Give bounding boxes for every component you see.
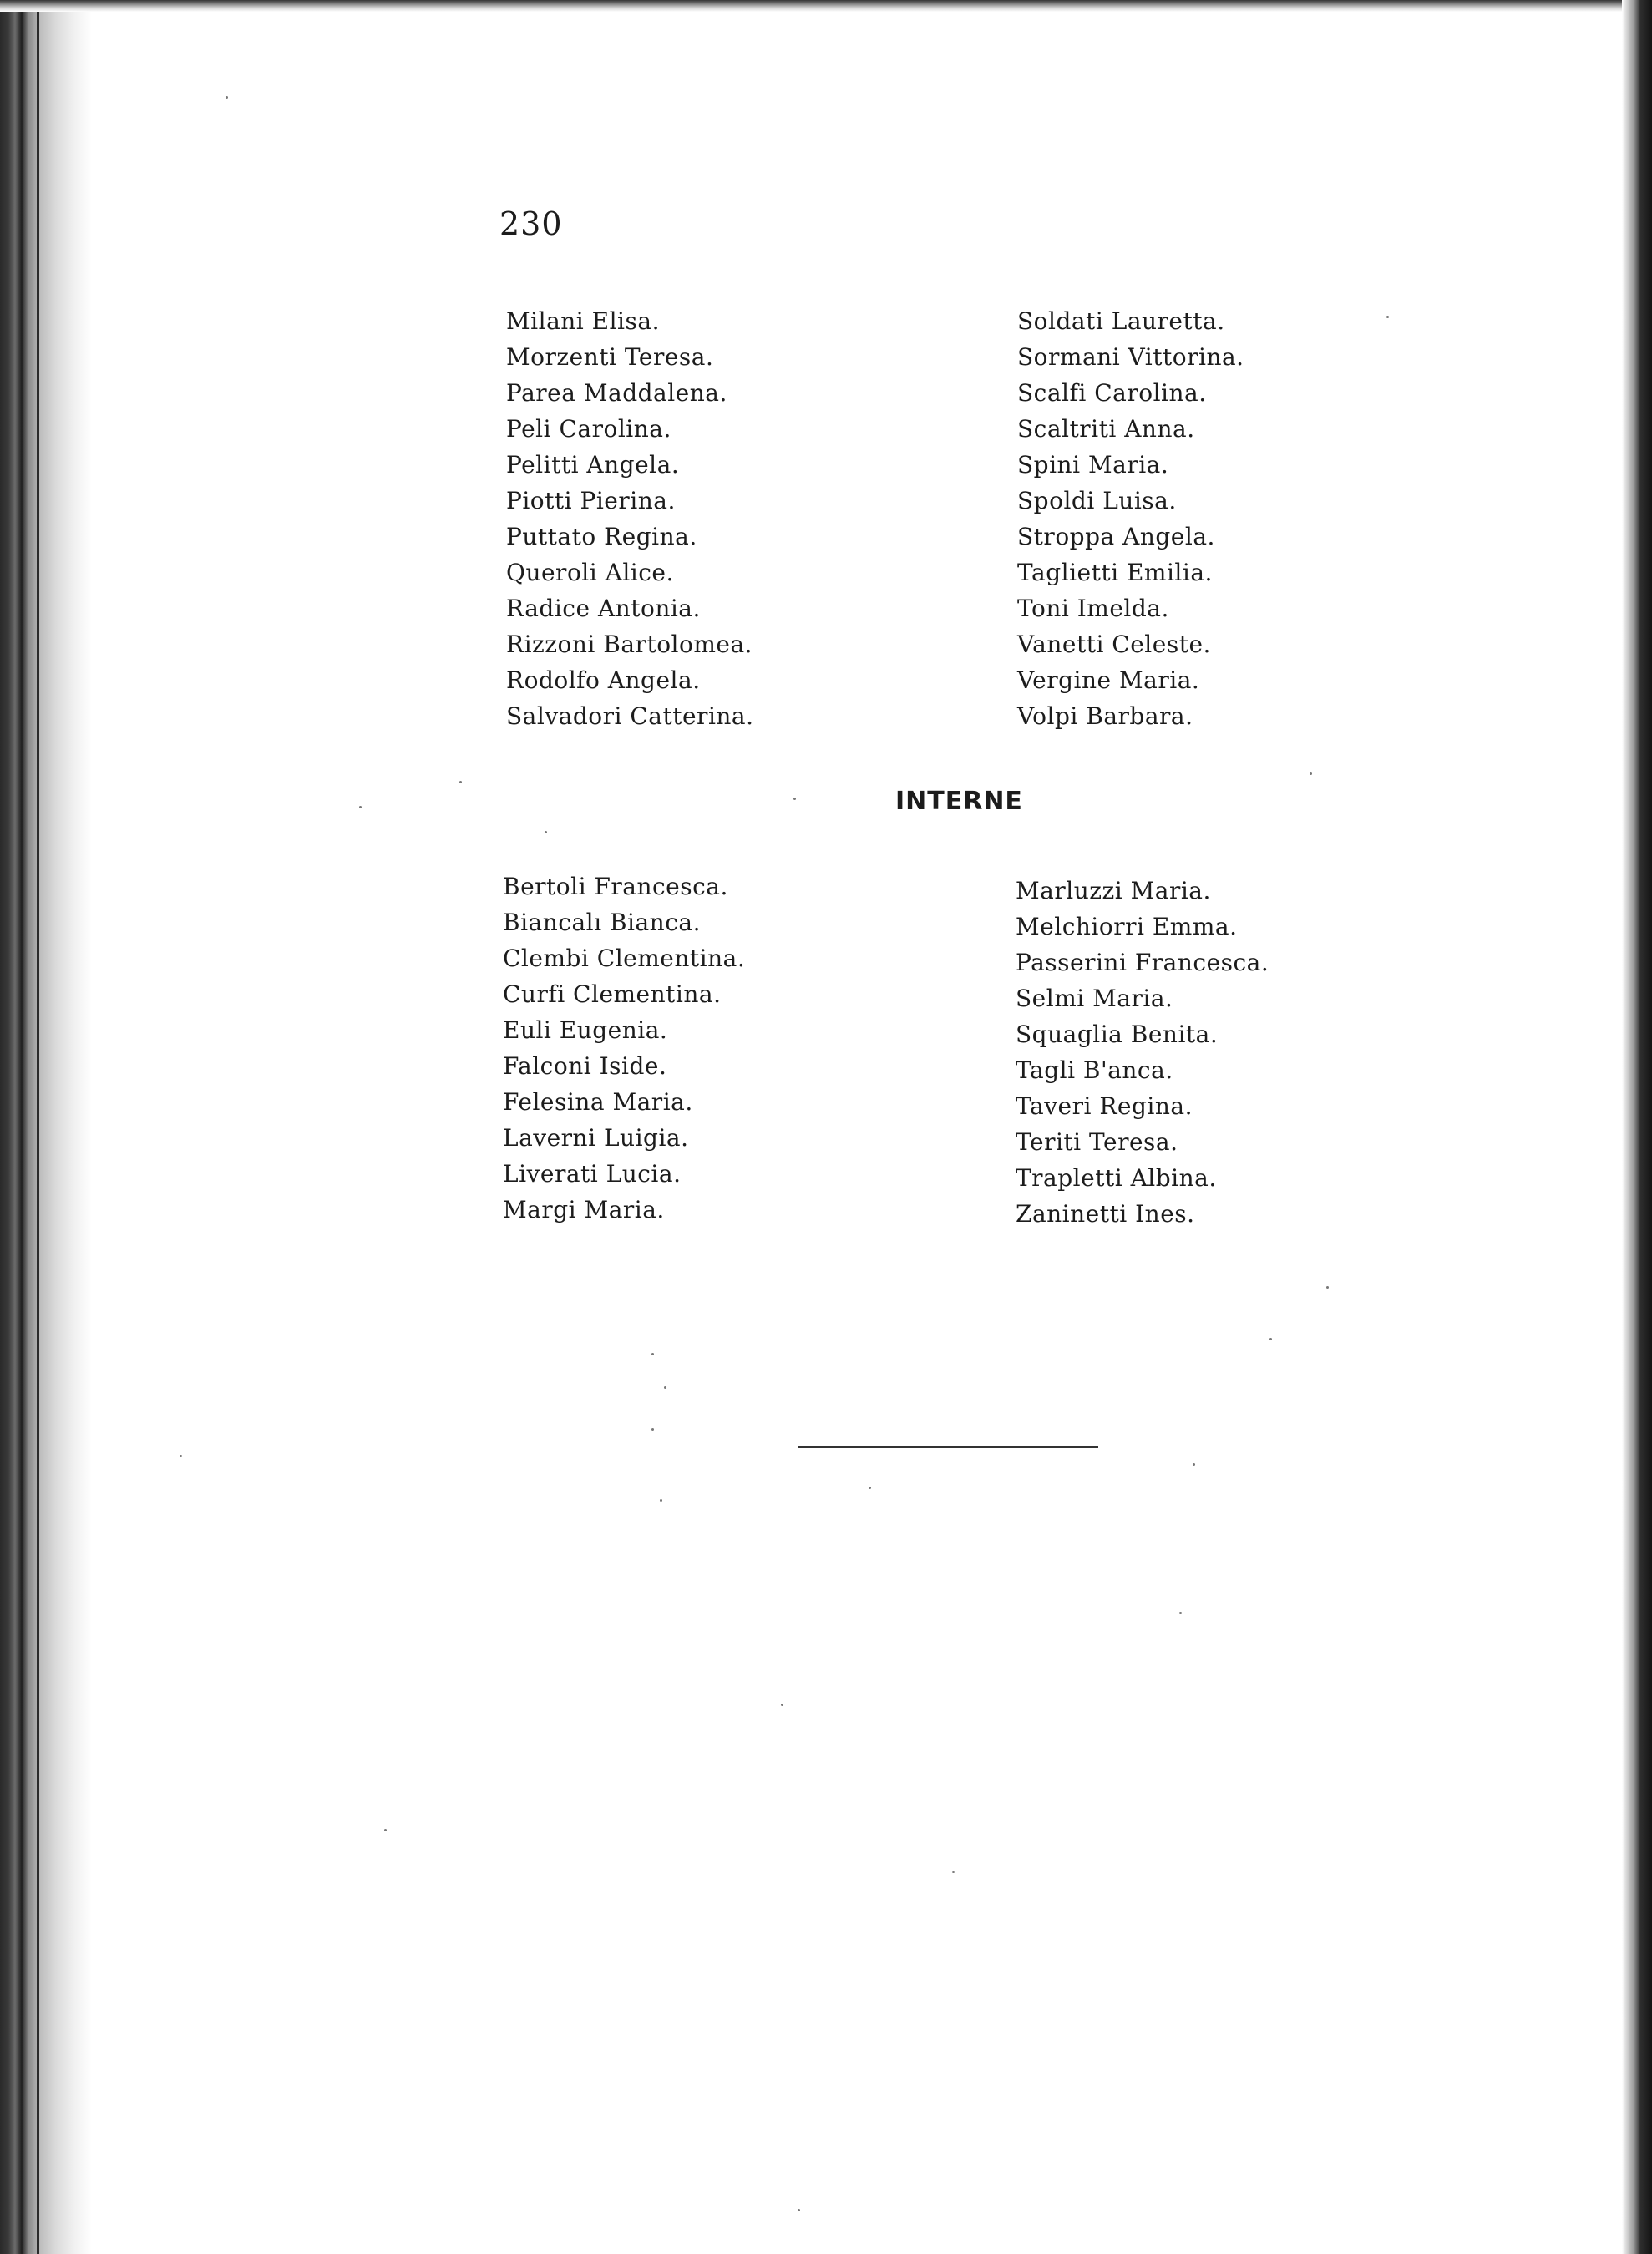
- scan-speck: [226, 96, 228, 99]
- list-item: Liverati Lucia.: [503, 1160, 682, 1188]
- list-item: Laverni Luigia.: [503, 1124, 689, 1152]
- top-page-edge: [0, 0, 1652, 12]
- list-item: Bertoli Francesca.: [503, 873, 728, 900]
- list-item: Melchiorri Emma.: [1016, 913, 1238, 940]
- list-item: Stroppa Angela.: [1017, 523, 1215, 550]
- section-heading-interne: INTERNE: [895, 787, 1023, 816]
- list-item: Scaltriti Anna.: [1017, 415, 1195, 443]
- list-item: Morzenti Teresa.: [506, 343, 714, 371]
- spine-shadow-line: [37, 0, 39, 2254]
- list-item: Margi Maria.: [503, 1196, 665, 1223]
- scan-speck: [1386, 316, 1389, 318]
- scan-speck: [545, 831, 547, 833]
- scan-speck: [781, 1704, 783, 1706]
- scan-speck: [1193, 1463, 1195, 1466]
- list-item: Squaglia Benita.: [1016, 1021, 1219, 1048]
- interne-left-name-list: [503, 869, 745, 1228]
- scan-speck: [869, 1487, 871, 1489]
- list-item: Scalfi Carolina.: [1017, 379, 1207, 407]
- list-item: Salvadori Catterina.: [506, 702, 754, 730]
- list-item: Selmi Maria.: [1016, 985, 1173, 1012]
- list-item: Peli Carolina.: [506, 415, 671, 443]
- top-right-name-list: [1017, 303, 1244, 734]
- list-item: Teriti Teresa.: [1016, 1128, 1178, 1156]
- list-item: Marluzzi Maria.: [1016, 877, 1211, 904]
- list-item: Milani Elisa.: [506, 307, 660, 335]
- list-item: Sormani Vittorina.: [1017, 343, 1244, 371]
- book-spine-edge: [0, 0, 92, 2254]
- list-item: Trapletti Albina.: [1016, 1164, 1217, 1192]
- list-item: Piotti Pierina.: [506, 487, 676, 514]
- interne-right-name-list: [1016, 873, 1269, 1232]
- list-item: Vergine Maria.: [1017, 666, 1200, 694]
- list-item: Vanetti Celeste.: [1017, 631, 1211, 658]
- scan-speck: [1326, 1286, 1329, 1289]
- list-item: Soldati Lauretta.: [1017, 307, 1225, 335]
- list-item: Zaninetti Ines.: [1016, 1200, 1195, 1228]
- list-item: Toni Imelda.: [1017, 595, 1169, 622]
- list-item: Euli Eugenia.: [503, 1016, 668, 1044]
- list-item: Spoldi Luisa.: [1017, 487, 1177, 514]
- scan-speck: [1179, 1612, 1182, 1614]
- scan-speck: [952, 1871, 955, 1873]
- list-item: Curfi Clementina.: [503, 980, 722, 1008]
- page-number: 230: [499, 205, 563, 242]
- scan-speck: [1269, 1338, 1272, 1340]
- scan-speck: [660, 1499, 662, 1502]
- list-item: Volpi Barbara.: [1017, 702, 1193, 730]
- scan-speck: [459, 781, 462, 783]
- scan-speck: [1310, 772, 1312, 775]
- list-item: Rodolfo Angela.: [506, 666, 701, 694]
- scan-speck: [384, 1829, 387, 1831]
- list-item: Clembi Clementina.: [503, 945, 746, 972]
- list-item: Tagli B'anca.: [1016, 1056, 1173, 1084]
- scan-speck: [180, 1455, 182, 1457]
- top-left-name-list: [506, 303, 754, 734]
- list-item: Pelitti Angela.: [506, 451, 680, 479]
- scan-speck: [664, 1386, 666, 1389]
- scan-speck: [651, 1353, 654, 1355]
- right-page-edge: [1622, 0, 1652, 2254]
- list-item: Biancalı Bianca.: [503, 909, 701, 936]
- scan-speck: [798, 2209, 800, 2211]
- scan-speck: [651, 1428, 654, 1431]
- list-item: Parea Maddalena.: [506, 379, 727, 407]
- list-item: Taveri Regina.: [1016, 1092, 1193, 1120]
- list-item: Felesina Maria.: [503, 1088, 693, 1116]
- list-item: Radice Antonia.: [506, 595, 701, 622]
- list-item: Puttato Regina.: [506, 523, 697, 550]
- list-item: Queroli Alice.: [506, 559, 674, 586]
- list-item: Rizzoni Bartolomea.: [506, 631, 753, 658]
- list-item: Taglietti Emilia.: [1017, 559, 1213, 586]
- scan-speck: [793, 798, 796, 800]
- list-item: Spini Maria.: [1017, 451, 1169, 479]
- scan-speck: [359, 806, 362, 808]
- end-rule-divider: [798, 1446, 1098, 1448]
- list-item: Passerini Francesca.: [1016, 949, 1269, 976]
- list-item: Falconi Iside.: [503, 1052, 667, 1080]
